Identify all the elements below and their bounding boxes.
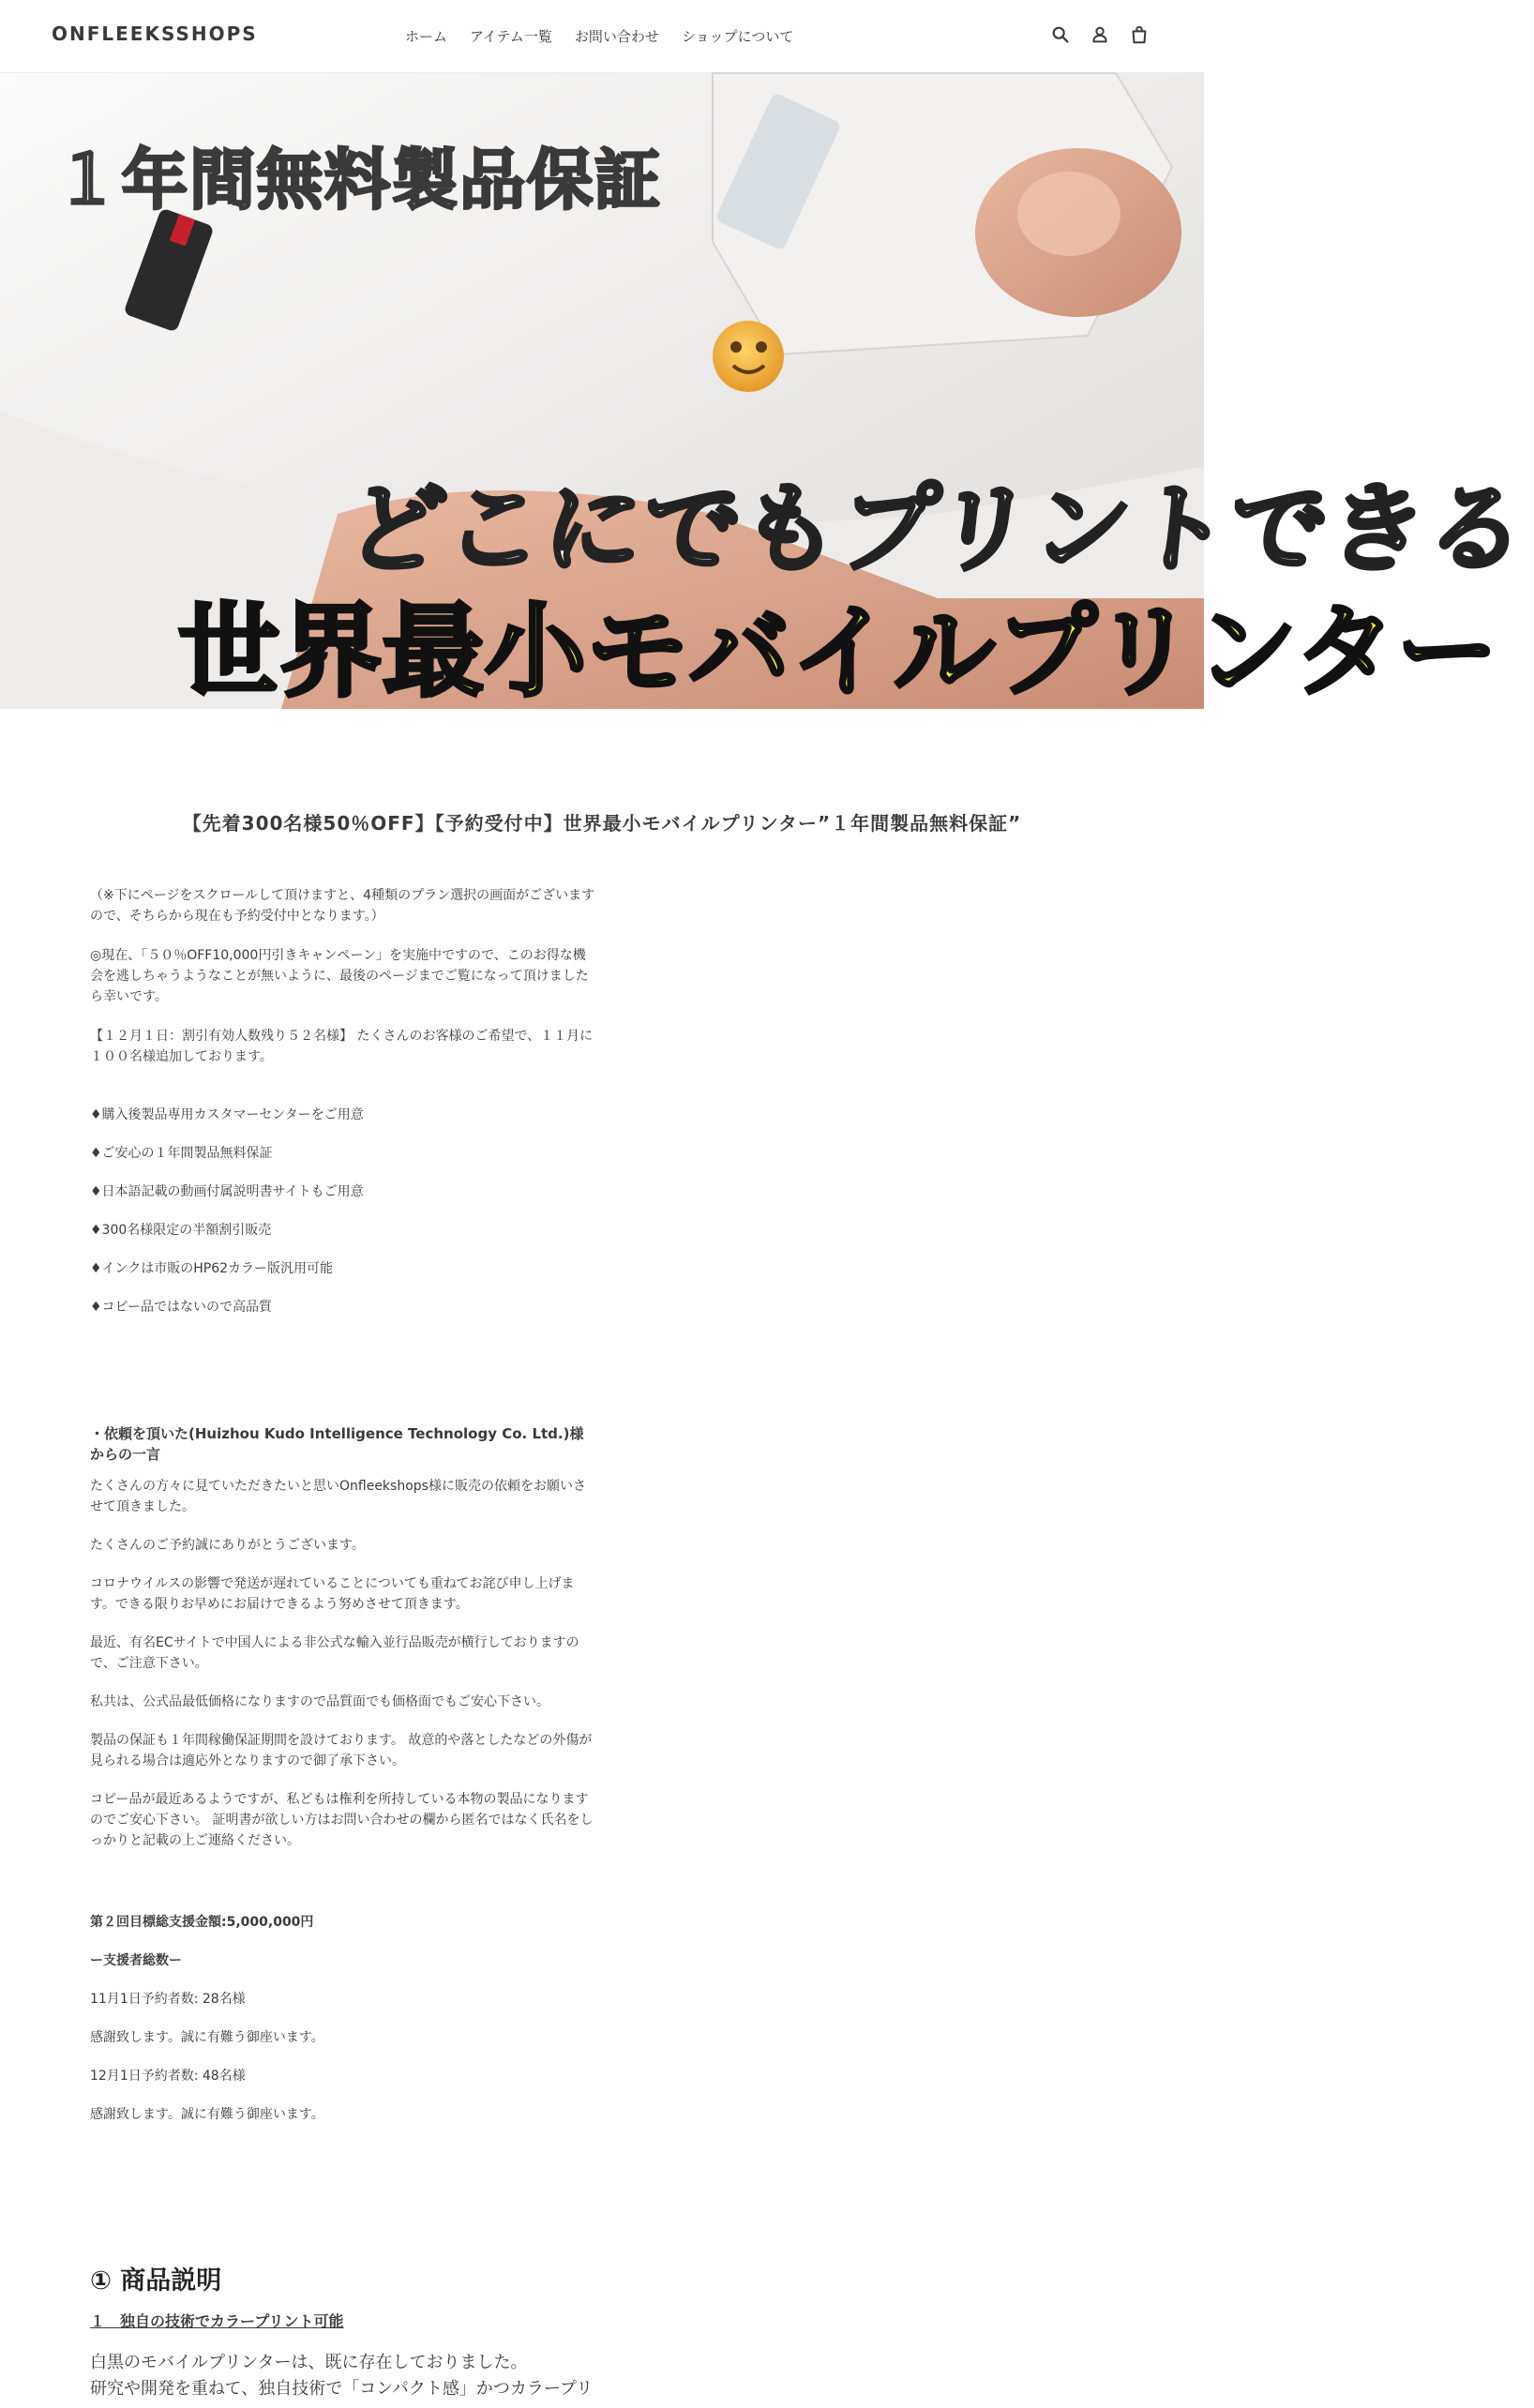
supporters-heading: ー支援者総数ー: [90, 1953, 182, 1968]
maker-message: [90, 1423, 596, 1851]
feature-item: ♦300名様限定の半額割引販売: [90, 1223, 272, 1238]
november-reservations: 11月1日予約者数: 28名様: [90, 1992, 246, 2007]
store-logo[interactable]: ONFLEEKSSHOPS: [52, 23, 258, 45]
main-nav: [405, 26, 793, 46]
nav-contact[interactable]: お問い合わせ: [574, 28, 659, 45]
maker-paragraph: 最近、有名ECサイトで中国人による非公式な輸入並行品販売が横行しておりますので、ご注意下さい。: [90, 1635, 579, 1671]
maker-paragraph: 私共は、公式品最低価格になりますので品質面でも価格面でもご安心下さい。: [90, 1694, 549, 1709]
intro-paragraph-1: （※下にページをスクロールして頂けますと、4種類のプラン選択の画面がございますので、そちらから現在も予約受付中となります。）: [90, 888, 595, 924]
product-title: 【先着300名様50％OFF】【予約受付中】世界最小モバイルプリンター”１年間製品無料保証”: [182, 812, 1022, 835]
hero-banner: [0, 73, 1532, 711]
supporters-section: [90, 1912, 596, 2143]
feature-item: ♦コピー品ではないので高品質: [90, 1300, 272, 1315]
thanks-text: 感謝致します。誠に有難う御座います。: [90, 2030, 324, 2045]
feature-list: [90, 1105, 596, 1335]
feature-item: ♦インクは市販のHP62カラー版汎用可能: [90, 1261, 334, 1276]
hero-print-anywhere-text: どこにでもプリントできる: [341, 472, 1532, 586]
december-reservations: 12月1日予約者数: 48名様: [90, 2069, 246, 2084]
feature-item: ♦日本語記載の動画付属説明書サイトもご用意: [90, 1184, 364, 1199]
intro-paragraph-2: ◎現在、「５０％OFF10,000円引きキャンペーン」を実施中ですので、このお得な機会を逃しちゃうようなことが無いように、最後のページまでご覧になって頂けましたら幸いです。: [90, 948, 589, 1004]
nav-about[interactable]: ショップについて: [681, 28, 794, 45]
subsection-title: １ 独自の技術でカラープリント可能: [90, 2312, 344, 2330]
feature-item: ♦ご安心の１年間製品無料保証: [90, 1146, 273, 1161]
maker-heading: ・依頼を頂いた(Huizhou Kudo Intelligence Technology Co. Ltd.)様からの一言: [90, 1425, 584, 1463]
maker-paragraph: たくさんのご予約誠にありがとうございます。: [90, 1538, 365, 1553]
site-header: [0, 0, 1204, 73]
goal-amount: 第２回目標総支援金額:5,000,000円: [90, 1915, 314, 1930]
search-icon[interactable]: [1050, 24, 1071, 45]
account-icon[interactable]: [1090, 24, 1110, 45]
description-line: 白黒のモバイルプリンターは、既に存在しておりました。: [90, 2353, 528, 2372]
intro-paragraph-3: 【１２月１日：割引有効人数残り５２名様】 たくさんのお客様のご希望で、１１月に１００名様追加しております。: [90, 1029, 594, 1064]
maker-paragraph: たくさんの方々に見ていただきたいと思いOnfleekshops様に販売の依頼をお願いさせて頂きました。: [90, 1479, 586, 1514]
description-line: 研究や開発を重ねて、独自技術で「コンパクト感」かつカラープリ: [90, 2379, 594, 2399]
maker-paragraph: コロナウイルスの影響で発送が遅れていることについても重ねてお詫び申し上げます。できる限りお早めにお届けできるよう努めさせて頂きます。: [90, 1576, 575, 1612]
nav-home[interactable]: ホーム: [405, 28, 448, 45]
hero-smallest-printer-text: 世界最小モバイルプリンター: [178, 594, 1499, 711]
nav-items[interactable]: アイテム一覧: [470, 28, 552, 45]
maker-paragraph: コピー品が最近あるようですが、私どもは権利を所持している本物の製品になりますのでご安心下さい。 証明書が欲しい方はお問い合わせの欄から匿名ではなく氏名をしっかりと記載の上ご連絡ください。: [90, 1792, 594, 1848]
intro-text: [90, 885, 596, 1067]
cart-icon[interactable]: [1129, 24, 1150, 45]
header-icons: [1050, 24, 1150, 45]
section-title: ① 商品説明: [90, 2266, 222, 2295]
maker-paragraph: 製品の保証も１年間稼働保証期間を設けております。 故意的や落としたなどの外傷が見られる場合は適応外となりますので御了承下さい。: [90, 1733, 593, 1768]
product-description: [90, 2260, 746, 2402]
hero-warranty-text: １年間無料製品保証: [54, 142, 662, 218]
feature-item: ♦購入後製品専用カスタマーセンターをご用意: [90, 1107, 364, 1122]
thanks-text: 感謝致します。誠に有難う御座います。: [90, 2107, 324, 2122]
